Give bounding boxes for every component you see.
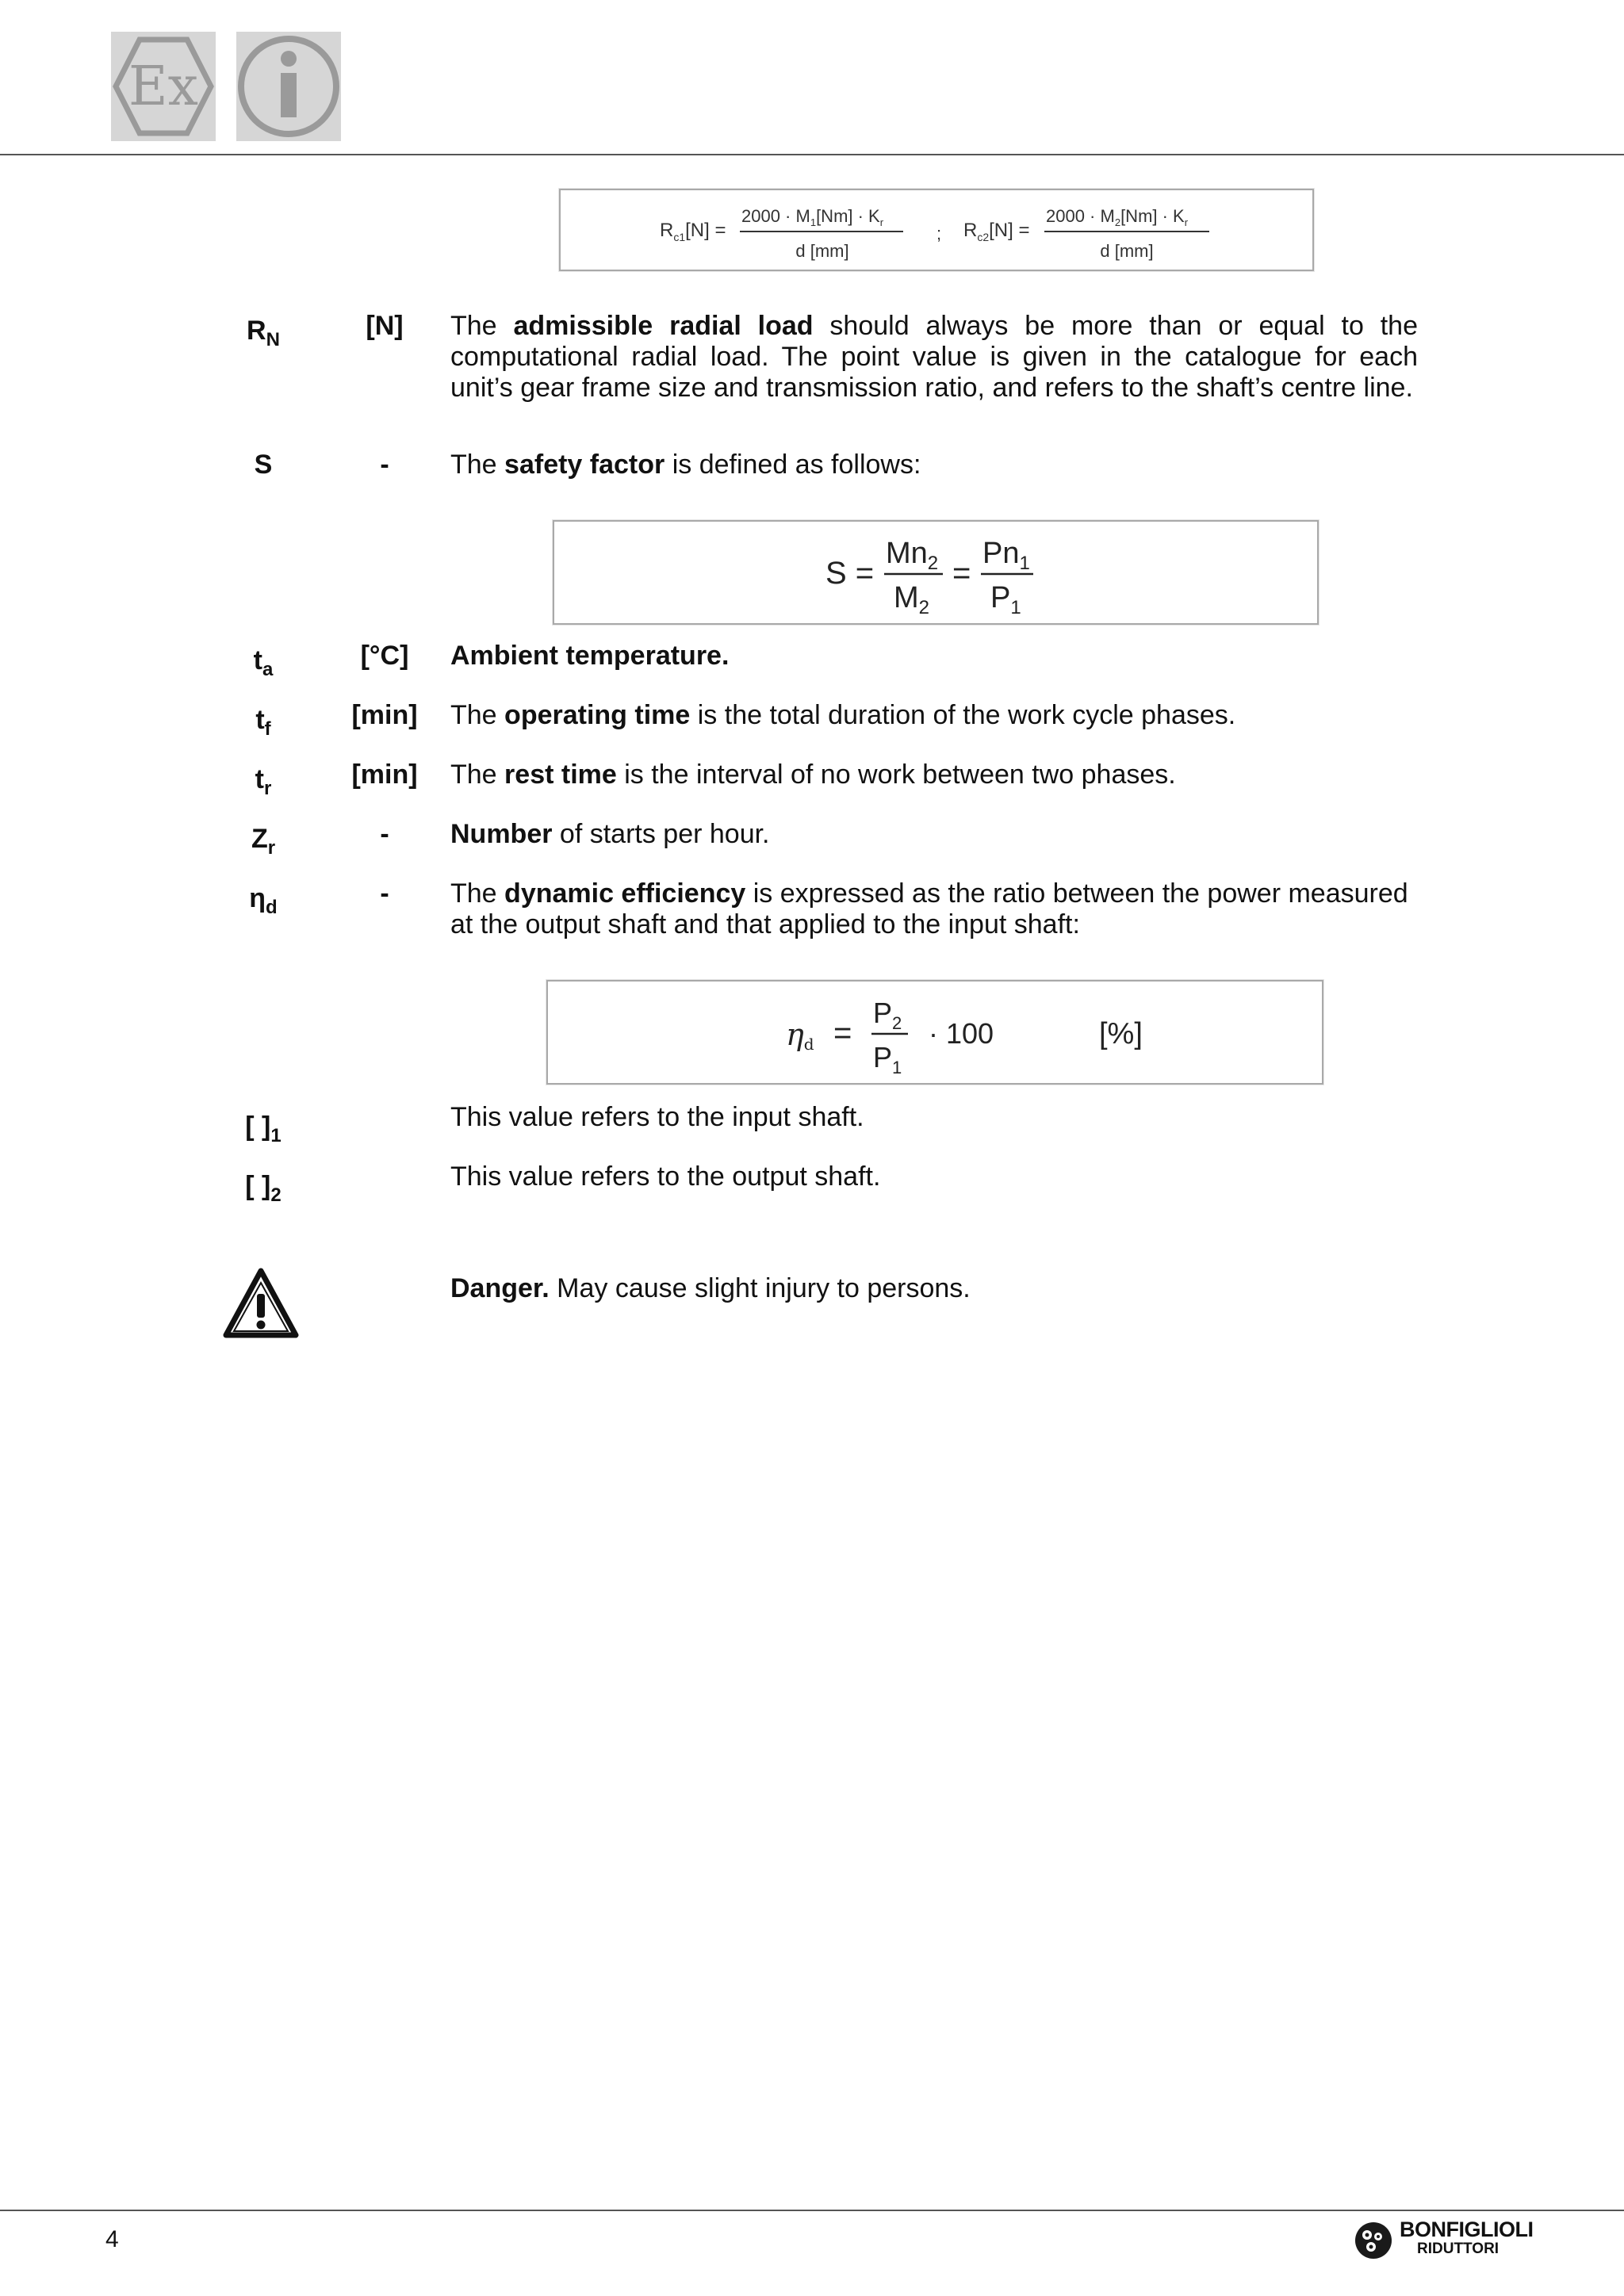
svg-text:Rc1[N] =: $R_{c1}[N]$ =: [660, 220, 726, 243]
symbol-dynamic-efficiency: $\eta_d$: [249, 883, 278, 918]
symbol-input-shaft-index: [ ]$_1$: [245, 1112, 282, 1146]
efficiency-formula-box: [546, 980, 1323, 1085]
svg-text:d [mm]: d [mm]: [795, 241, 849, 261]
definition-ambient-temperature: Ambient temperature.: [450, 641, 730, 671]
svg-text:2000 · M2[Nm] · Kr: $2000 \cdot M_2[Nm] \cdot K_r$: [1046, 206, 1189, 228]
definition-output-shaft-index: This value refers to the output shaft.: [450, 1161, 881, 1192]
symbol-radial-load: $R_N$: [247, 316, 280, 350]
unit-radial-load: [N]: [366, 311, 404, 341]
brand-gear-icon: [1354, 2221, 1393, 2260]
definition-operating-time: The operating time is the total duration of the work cycle phases.: [450, 700, 1236, 730]
svg-text:2000 · M1[Nm] · Kr: $2000 \cdot M_1[Nm] \cdot K_r$: [741, 206, 884, 228]
symbol-ambient-temperature: $t_a$: [253, 645, 274, 680]
svg-text:S =: S =: [825, 556, 875, 591]
header-rule: [0, 154, 1624, 155]
warning-triangle-icon: [222, 1267, 300, 1340]
svg-text:Rc2[N] =: $R_{c2}[N]$ =: [963, 220, 1030, 243]
unit-starts-per-hour: -: [380, 819, 389, 849]
svg-text:Pn1: $Pn_1$: [982, 537, 1030, 574]
svg-text:;: ;: [936, 224, 942, 243]
page-number: 4: [105, 2226, 119, 2252]
symbol-rest-time: $t_r$: [255, 764, 272, 799]
safety-factor-formula-box: [553, 520, 1319, 625]
svg-text:=: =: [833, 1016, 852, 1050]
definition-input-shaft-index: This value refers to the input shaft.: [450, 1102, 864, 1132]
unit-rest-time: [min]: [351, 760, 418, 790]
symbol-output-shaft-index: [ ]$_2$: [245, 1171, 282, 1206]
radial-load-formula-box: [559, 189, 1314, 271]
brand-logo: [1354, 2216, 1534, 2263]
svg-text:P1: $P_1$: [873, 1041, 902, 1077]
definition-starts-per-hour: Number of starts per hour.: [450, 819, 770, 849]
svg-text:P1: $P_1$: [990, 581, 1021, 618]
unit-safety-factor: -: [380, 450, 389, 480]
brand-subtitle: RIDUTTORI: [1417, 2241, 1500, 2257]
footer-rule: [0, 2210, 1624, 2211]
ex-atex-icon: [111, 32, 216, 141]
svg-text:· 100: · 100: [929, 1017, 994, 1050]
brand-name: BONFIGLIOLI: [1400, 2218, 1534, 2241]
unit-dynamic-efficiency: -: [380, 878, 389, 909]
info-icon: [236, 32, 341, 141]
svg-text:ηd: ηd: [786, 1017, 814, 1054]
unit-ambient-temperature: [°C]: [360, 641, 409, 671]
danger-note: Danger. May cause slight injury to persons.: [450, 1273, 971, 1303]
svg-text:d [mm]: d [mm]: [1100, 241, 1154, 261]
symbol-operating-time: $t_f$: [255, 705, 271, 740]
svg-text:P2: $P_2$: [873, 997, 902, 1033]
definition-rest-time: The rest time is the interval of no work between two phases.: [450, 760, 1176, 790]
svg-text:Ex: Ex: [128, 55, 198, 118]
symbol-safety-factor: S: [254, 450, 273, 480]
symbol-starts-per-hour: $Z_r$: [251, 824, 276, 859]
svg-text:=: =: [952, 556, 971, 591]
definition-safety-factor: The safety factor is defined as follows:: [450, 450, 921, 480]
definition-dynamic-efficiency: The dynamic efficiency is expressed as the ratio between the power measured at the output shaft and that applied to the input shaft:: [450, 878, 1408, 939]
unit-operating-time: [min]: [351, 700, 418, 730]
svg-text:Mn2: $Mn_2$: [886, 537, 939, 574]
svg-text:M2: $M_2$: [894, 581, 930, 618]
definition-radial-load: The admissible radial load should always be more than or equal to the computational radial load. The point value is given in the catalogue for each unit’s gear frame size and transmission ratio, and refers to the shaft’s centre line.: [450, 311, 1418, 403]
svg-text:[%]: [%]: [1099, 1017, 1143, 1050]
